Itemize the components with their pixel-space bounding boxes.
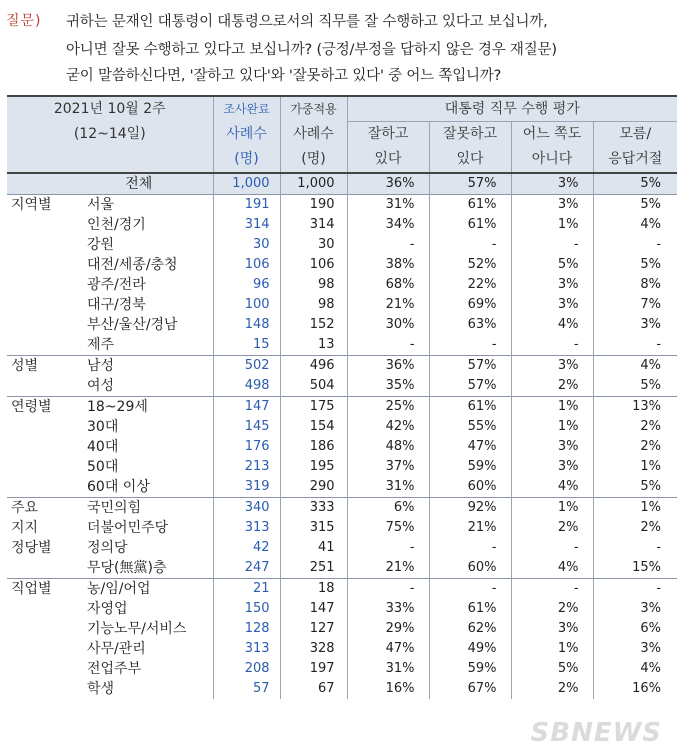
row-group xyxy=(7,477,65,498)
disapprove-pct: - xyxy=(429,235,511,255)
neither-pct: - xyxy=(511,538,593,558)
approve-pct: 38% xyxy=(347,255,429,275)
weighted-count: 147 xyxy=(280,599,347,619)
neither-pct: 3% xyxy=(511,275,593,295)
row-label: 농/임/어업 xyxy=(65,579,213,600)
table-row xyxy=(7,558,677,579)
row-group xyxy=(7,437,65,457)
approve-pct: 68% xyxy=(347,275,429,295)
neither-pct: 1% xyxy=(511,417,593,437)
completed-count: 340 xyxy=(213,498,280,519)
neither-pct: 5% xyxy=(511,255,593,275)
completed-count: 1,000 xyxy=(213,173,280,195)
row-label: 서울 xyxy=(65,195,213,216)
approve-pct: 48% xyxy=(347,437,429,457)
weighted-count: 290 xyxy=(280,477,347,498)
neither-pct: - xyxy=(511,579,593,600)
neither-pct: 3% xyxy=(511,295,593,315)
neither-pct: 1% xyxy=(511,498,593,519)
neither-pct: 2% xyxy=(511,679,593,699)
header-spacer xyxy=(7,147,213,173)
unknown-pct: 13% xyxy=(593,397,677,418)
col-approve-header: 잘하고 xyxy=(347,122,429,148)
disapprove-pct: 57% xyxy=(429,376,511,397)
weighted-count: 314 xyxy=(280,215,347,235)
completed-count: 147 xyxy=(213,397,280,418)
table-row xyxy=(7,315,677,335)
approve-pct: 75% xyxy=(347,518,429,538)
approve-pct: 21% xyxy=(347,295,429,315)
unknown-pct: 5% xyxy=(593,195,677,216)
weighted-count: 154 xyxy=(280,417,347,437)
evaluation-title: 대통령 직무 수행 평가 xyxy=(347,96,677,122)
unknown-pct: 1% xyxy=(593,498,677,519)
completed-count: 247 xyxy=(213,558,280,579)
neither-pct: 5% xyxy=(511,659,593,679)
neither-pct: 3% xyxy=(511,173,593,195)
weighted-count: 127 xyxy=(280,619,347,639)
row-group xyxy=(7,639,65,659)
row-group xyxy=(7,215,65,235)
row-label: 남성 xyxy=(65,356,213,377)
disapprove-pct: 57% xyxy=(429,356,511,377)
unknown-pct: - xyxy=(593,538,677,558)
row-label: 사무/관리 xyxy=(87,641,146,657)
survey-results-table xyxy=(7,95,677,699)
row-label: 광주/전라 xyxy=(87,277,146,293)
weighted-count: 152 xyxy=(280,315,347,335)
neither-pct: 4% xyxy=(511,558,593,579)
approve-pct: 21% xyxy=(347,558,429,579)
table-row xyxy=(7,599,677,619)
completed-count: 319 xyxy=(213,477,280,498)
row-group xyxy=(7,173,65,195)
disapprove-pct: 61% xyxy=(429,215,511,235)
table-row xyxy=(7,619,677,639)
row-group xyxy=(7,558,65,579)
approve-pct: - xyxy=(347,335,429,356)
approve-pct: 29% xyxy=(347,619,429,639)
table-row xyxy=(7,679,677,699)
row-group: 지지 xyxy=(11,520,39,536)
approve-pct: - xyxy=(347,579,429,600)
weighted-count: 328 xyxy=(280,639,347,659)
neither-pct: 3% xyxy=(511,619,593,639)
table-row xyxy=(7,518,677,538)
disapprove-pct: 49% xyxy=(429,639,511,659)
table-row xyxy=(7,335,677,356)
disapprove-pct: 61% xyxy=(429,397,511,418)
table-row xyxy=(7,437,677,457)
col-unknown-header: 모름/ xyxy=(593,122,677,148)
question-label: 질문) xyxy=(6,13,42,29)
row-group xyxy=(7,255,65,275)
disapprove-pct: 62% xyxy=(429,619,511,639)
unknown-pct: 15% xyxy=(593,558,677,579)
row-label: 부산/울산/경남 xyxy=(87,317,178,333)
completed-sample-header: 조사완료 xyxy=(213,96,280,122)
row-label: 60대 이상 xyxy=(87,479,150,495)
approve-pct: 36% xyxy=(347,173,429,195)
table-row xyxy=(7,639,677,659)
row-label: 무당(無黨)층 xyxy=(87,560,167,576)
table-body xyxy=(7,173,677,699)
weighted-count: 504 xyxy=(280,376,347,397)
row-group xyxy=(7,679,65,699)
weighted-count: 106 xyxy=(280,255,347,275)
disapprove-pct: 69% xyxy=(429,295,511,315)
table-row xyxy=(7,417,677,437)
question-line: 귀하는 문재인 대통령이 대통령으로서의 직무를 잘 수행하고 있다고 보십니까, xyxy=(66,14,548,30)
neither-pct: - xyxy=(511,335,593,356)
weighted-count: 195 xyxy=(280,457,347,477)
weighted-count: 186 xyxy=(280,437,347,457)
approve-pct: 47% xyxy=(347,639,429,659)
completed-count: 145 xyxy=(213,417,280,437)
completed-count: 96 xyxy=(213,275,280,295)
weighted-count: 190 xyxy=(280,195,347,216)
row-group xyxy=(7,295,65,315)
unknown-pct: 3% xyxy=(593,639,677,659)
neither-pct: 2% xyxy=(511,599,593,619)
completed-sample-label: 사례수 xyxy=(213,122,280,148)
unknown-pct: 2% xyxy=(593,437,677,457)
table-row xyxy=(7,538,677,558)
row-group xyxy=(7,659,65,679)
neither-pct: 3% xyxy=(511,437,593,457)
completed-count: 176 xyxy=(213,437,280,457)
row-label: 50대 xyxy=(87,459,119,475)
weighted-count: 30 xyxy=(280,235,347,255)
weighted-sample-header: 가중적용 xyxy=(280,96,347,122)
disapprove-pct: 61% xyxy=(429,599,511,619)
row-group: 직업별 xyxy=(7,579,65,600)
approve-pct: - xyxy=(347,538,429,558)
unknown-pct: 2% xyxy=(593,518,677,538)
row-group xyxy=(7,457,65,477)
weighted-count: 67 xyxy=(280,679,347,699)
completed-count: 313 xyxy=(213,518,280,538)
disapprove-pct: 60% xyxy=(429,477,511,498)
approve-pct: 6% xyxy=(347,498,429,519)
disapprove-pct: 59% xyxy=(429,457,511,477)
weighted-count: 315 xyxy=(280,518,347,538)
approve-pct: 34% xyxy=(347,215,429,235)
completed-count: 502 xyxy=(213,356,280,377)
weighted-count: 251 xyxy=(280,558,347,579)
weighted-count: 496 xyxy=(280,356,347,377)
table-row xyxy=(7,579,677,600)
disapprove-pct: - xyxy=(429,335,511,356)
approve-pct: - xyxy=(347,235,429,255)
approve-pct: 31% xyxy=(347,477,429,498)
table-row xyxy=(7,659,677,679)
table-row xyxy=(7,477,677,498)
col-unknown-header-2: 응답거절 xyxy=(593,147,677,173)
row-group xyxy=(7,335,65,356)
completed-count: 148 xyxy=(213,315,280,335)
disapprove-pct: - xyxy=(429,538,511,558)
row-label: 여성 xyxy=(87,378,115,394)
weighted-count: 197 xyxy=(280,659,347,679)
disapprove-pct: 22% xyxy=(429,275,511,295)
unknown-pct: 3% xyxy=(593,599,677,619)
table-row xyxy=(7,376,677,397)
row-label: 대구/경북 xyxy=(87,297,146,313)
neither-pct: 3% xyxy=(511,356,593,377)
row-group: 성별 xyxy=(7,356,65,377)
weighted-count: 98 xyxy=(280,275,347,295)
unknown-pct: 4% xyxy=(593,659,677,679)
neither-pct: 1% xyxy=(511,397,593,418)
weighted-count: 98 xyxy=(280,295,347,315)
row-group xyxy=(7,315,65,335)
disapprove-pct: 21% xyxy=(429,518,511,538)
completed-count: 213 xyxy=(213,457,280,477)
weighted-count: 18 xyxy=(280,579,347,600)
unknown-pct: 2% xyxy=(593,417,677,437)
completed-count: 314 xyxy=(213,215,280,235)
table-row xyxy=(7,295,677,315)
row-group: 지역별 xyxy=(7,195,65,216)
table-row xyxy=(7,255,677,275)
weighted-count: 175 xyxy=(280,397,347,418)
table-row-total xyxy=(7,173,677,195)
row-label: 인천/경기 xyxy=(87,217,146,233)
unknown-pct: 6% xyxy=(593,619,677,639)
row-label: 기능노무/서비스 xyxy=(87,621,187,637)
table-row xyxy=(7,235,677,255)
approve-pct: 16% xyxy=(347,679,429,699)
unknown-pct: - xyxy=(593,335,677,356)
row-label: 40대 xyxy=(87,439,119,455)
row-label: 강원 xyxy=(87,237,115,253)
disapprove-pct: 61% xyxy=(429,195,511,216)
table-row xyxy=(7,356,677,377)
watermark-logo: SBNEWS xyxy=(530,718,662,748)
row-group xyxy=(7,275,65,295)
row-group xyxy=(7,235,65,255)
disapprove-pct: - xyxy=(429,579,511,600)
question-block xyxy=(0,0,680,92)
row-group xyxy=(7,417,65,437)
disapprove-pct: 59% xyxy=(429,659,511,679)
survey-period: 2021년 10월 2주 xyxy=(7,96,213,122)
approve-pct: 31% xyxy=(347,659,429,679)
approve-pct: 35% xyxy=(347,376,429,397)
table-row xyxy=(7,195,677,216)
unknown-pct: 4% xyxy=(593,215,677,235)
disapprove-pct: 52% xyxy=(429,255,511,275)
completed-count: 100 xyxy=(213,295,280,315)
table-row xyxy=(7,215,677,235)
row-group: 연령별 xyxy=(7,397,65,418)
row-group xyxy=(7,599,65,619)
table-row xyxy=(7,275,677,295)
neither-pct: 4% xyxy=(511,477,593,498)
question-line: 굳이 말씀하신다면, '잘하고 있다'와 '잘못하고 있다' 중 어느 쪽입니까? xyxy=(66,68,502,84)
unknown-pct: 5% xyxy=(593,477,677,498)
neither-pct: - xyxy=(511,235,593,255)
unknown-pct: 5% xyxy=(593,255,677,275)
weighted-count: 1,000 xyxy=(280,173,347,195)
col-disapprove-header-2: 있다 xyxy=(429,147,511,173)
unknown-pct: 8% xyxy=(593,275,677,295)
unknown-pct: 5% xyxy=(593,376,677,397)
unknown-pct: 7% xyxy=(593,295,677,315)
row-group: 주요 xyxy=(7,498,65,519)
row-label: 자영업 xyxy=(87,601,128,617)
neither-pct: 1% xyxy=(511,639,593,659)
approve-pct: 31% xyxy=(347,195,429,216)
neither-pct: 2% xyxy=(511,518,593,538)
disapprove-pct: 92% xyxy=(429,498,511,519)
completed-count: 150 xyxy=(213,599,280,619)
approve-pct: 30% xyxy=(347,315,429,335)
row-label: 정의당 xyxy=(87,540,128,556)
disapprove-pct: 63% xyxy=(429,315,511,335)
row-label: 더불어민주당 xyxy=(87,520,169,536)
survey-period-range: (12~14일) xyxy=(7,122,213,148)
col-disapprove-header: 잘못하고 xyxy=(429,122,511,148)
disapprove-pct: 57% xyxy=(429,173,511,195)
completed-count: 30 xyxy=(213,235,280,255)
completed-count: 208 xyxy=(213,659,280,679)
question-line: 아니면 잘못 수행하고 있다고 보십니까? (긍정/부정을 답하지 않은 경우 재질문) xyxy=(66,42,557,58)
completed-count: 313 xyxy=(213,639,280,659)
completed-count: 42 xyxy=(213,538,280,558)
disapprove-pct: 60% xyxy=(429,558,511,579)
weighted-count: 13 xyxy=(280,335,347,356)
completed-count: 498 xyxy=(213,376,280,397)
completed-count: 128 xyxy=(213,619,280,639)
disapprove-pct: 67% xyxy=(429,679,511,699)
completed-count: 191 xyxy=(213,195,280,216)
weighted-sample-label: 사례수 xyxy=(280,122,347,148)
row-label: 전업주부 xyxy=(87,661,142,677)
table-row xyxy=(7,397,677,418)
row-label: 전체 xyxy=(65,173,213,195)
weighted-unit: (명) xyxy=(280,147,347,173)
approve-pct: 36% xyxy=(347,356,429,377)
col-neither-header: 어느 쪽도 xyxy=(511,122,593,148)
approve-pct: 42% xyxy=(347,417,429,437)
row-label: 대전/세종/충청 xyxy=(87,257,178,273)
neither-pct: 1% xyxy=(511,215,593,235)
completed-count: 21 xyxy=(213,579,280,600)
row-label: 학생 xyxy=(87,681,115,697)
neither-pct: 3% xyxy=(511,195,593,216)
weighted-count: 41 xyxy=(280,538,347,558)
row-group: 정당별 xyxy=(11,540,52,556)
completed-unit: (명) xyxy=(213,147,280,173)
col-approve-header-2: 있다 xyxy=(347,147,429,173)
table-row xyxy=(7,457,677,477)
approve-pct: 25% xyxy=(347,397,429,418)
unknown-pct: 16% xyxy=(593,679,677,699)
disapprove-pct: 55% xyxy=(429,417,511,437)
completed-count: 57 xyxy=(213,679,280,699)
unknown-pct: - xyxy=(593,579,677,600)
unknown-pct: 3% xyxy=(593,315,677,335)
unknown-pct: 1% xyxy=(593,457,677,477)
neither-pct: 2% xyxy=(511,376,593,397)
disapprove-pct: 47% xyxy=(429,437,511,457)
approve-pct: 37% xyxy=(347,457,429,477)
row-group xyxy=(7,619,65,639)
completed-count: 15 xyxy=(213,335,280,356)
row-label: 국민의힘 xyxy=(65,498,213,519)
row-group xyxy=(7,376,65,397)
weighted-count: 333 xyxy=(280,498,347,519)
col-neither-header-2: 아니다 xyxy=(511,147,593,173)
neither-pct: 3% xyxy=(511,457,593,477)
table-row xyxy=(7,498,677,519)
neither-pct: 4% xyxy=(511,315,593,335)
row-label: 18~29세 xyxy=(65,397,213,418)
approve-pct: 33% xyxy=(347,599,429,619)
completed-count: 106 xyxy=(213,255,280,275)
unknown-pct: 4% xyxy=(593,356,677,377)
row-label: 30대 xyxy=(87,419,119,435)
unknown-pct: - xyxy=(593,235,677,255)
unknown-pct: 5% xyxy=(593,173,677,195)
row-label: 제주 xyxy=(87,337,115,353)
